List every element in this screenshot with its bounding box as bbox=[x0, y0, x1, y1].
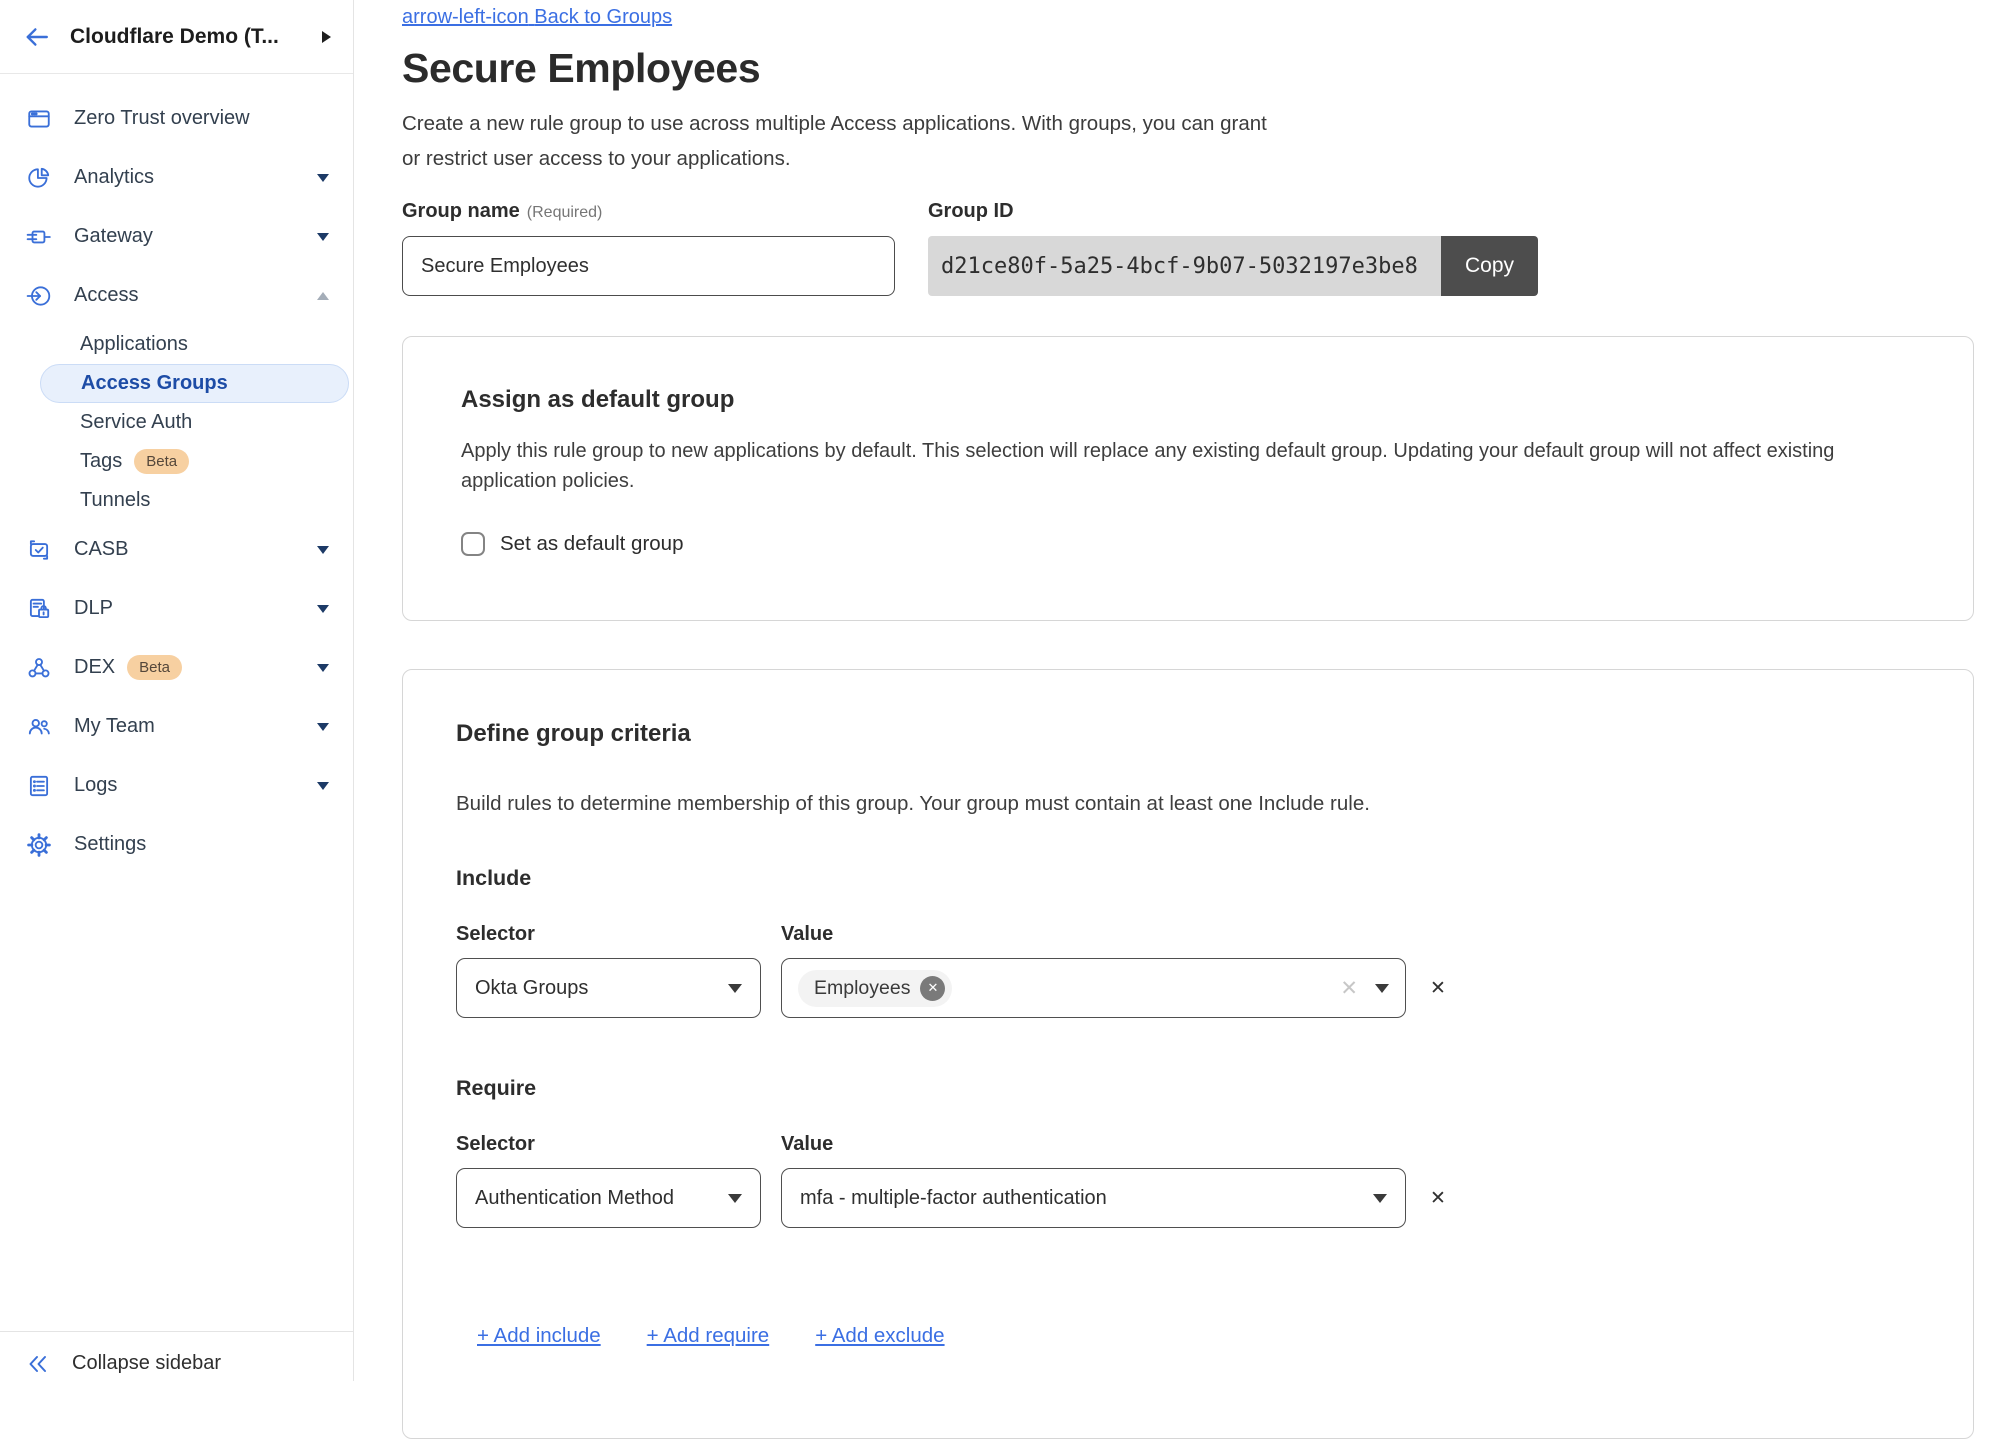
sidebar-item-label: Logs bbox=[74, 774, 118, 796]
dlp-icon bbox=[26, 596, 52, 622]
require-selector-label: Selector bbox=[456, 1133, 535, 1155]
chevron-down-icon bbox=[728, 984, 742, 993]
require-selector-value: Authentication Method bbox=[475, 1186, 675, 1209]
remove-require-rule-button[interactable]: ✕ bbox=[1430, 1187, 1446, 1209]
add-exclude-link[interactable]: + Add exclude bbox=[815, 1324, 945, 1347]
clear-x-icon[interactable]: ✕ bbox=[1340, 976, 1358, 1000]
sidebar bbox=[0, 0, 354, 1381]
sidebar-item-casb[interactable] bbox=[0, 520, 353, 579]
include-value-multiselect[interactable] bbox=[781, 958, 1406, 1018]
chevron-down-icon bbox=[317, 605, 329, 613]
gateway-icon bbox=[26, 224, 52, 250]
main-content bbox=[355, 0, 1999, 1381]
sidebar-item-settings[interactable] bbox=[0, 815, 353, 874]
sidebar-item-label: Analytics bbox=[74, 166, 155, 188]
group-id-value: d21ce80f-5a25-4bcf-9b07-5032197e3be8 bbox=[928, 236, 1441, 296]
require-rule-row bbox=[456, 1168, 1973, 1228]
sidebar-item-label: Access bbox=[74, 284, 139, 306]
sidebar-item-label: DEX bbox=[74, 656, 116, 678]
chevron-down-icon bbox=[317, 546, 329, 554]
chevron-down-icon bbox=[317, 723, 329, 731]
beta-badge: Beta bbox=[134, 449, 189, 474]
casb-icon bbox=[26, 537, 52, 563]
require-value-text: mfa - multiple-factor authentication bbox=[800, 1186, 1107, 1209]
sidebar-subitem-label: Tags bbox=[80, 450, 123, 472]
sidebar-item-label: Zero Trust overview bbox=[74, 107, 250, 129]
include-heading: Include bbox=[456, 866, 532, 890]
remove-include-rule-button[interactable]: ✕ bbox=[1430, 977, 1446, 999]
include-value-label: Value bbox=[781, 923, 834, 945]
default-group-card bbox=[402, 336, 1974, 621]
chevron-down-icon bbox=[317, 174, 329, 182]
criteria-card-title: Define group criteria bbox=[456, 720, 691, 747]
sidebar-item-label: Gateway bbox=[74, 225, 153, 247]
set-default-group-checkbox[interactable] bbox=[461, 532, 485, 556]
sidebar-subitem-tunnels[interactable] bbox=[0, 481, 353, 520]
include-labels-row bbox=[456, 923, 1973, 946]
sidebar-item-dex[interactable] bbox=[0, 638, 353, 697]
sidebar-item-analytics[interactable] bbox=[0, 148, 353, 207]
sidebar-item-label: DLP bbox=[74, 597, 113, 619]
team-icon bbox=[26, 714, 52, 740]
group-form-row bbox=[402, 200, 1975, 296]
copy-button[interactable]: Copy bbox=[1441, 236, 1538, 296]
pie-chart-icon bbox=[26, 165, 52, 191]
sidebar-subitem-service-auth[interactable] bbox=[0, 403, 353, 442]
include-selector-label: Selector bbox=[456, 923, 535, 945]
sidebar-subitem-access-groups[interactable] bbox=[40, 364, 349, 403]
arrow-left-icon: arrow-left-icon bbox=[402, 6, 529, 28]
value-chip bbox=[798, 970, 952, 1007]
sidebar-subitem-tags[interactable] bbox=[0, 442, 353, 481]
dex-icon bbox=[26, 655, 52, 681]
page-title: Secure Employees bbox=[402, 45, 761, 91]
group-name-field bbox=[402, 200, 895, 296]
chevron-up-icon bbox=[317, 292, 329, 300]
chevron-down-icon bbox=[317, 782, 329, 790]
add-require-link[interactable]: + Add require bbox=[646, 1324, 770, 1347]
account-title: Cloudflare Demo (T... bbox=[70, 24, 279, 48]
require-value-label: Value bbox=[781, 1133, 834, 1155]
require-block bbox=[456, 1076, 1973, 1228]
sidebar-header bbox=[0, 0, 353, 74]
sidebar-subitem-label: Applications bbox=[80, 333, 188, 355]
value-chip-label: Employees bbox=[814, 976, 911, 999]
default-group-description-line: application policies. bbox=[461, 470, 635, 492]
chevron-down-icon bbox=[1373, 1194, 1387, 1203]
require-labels-row bbox=[456, 1133, 1973, 1156]
chevron-down-icon bbox=[317, 664, 329, 672]
group-name-label: Group name bbox=[402, 200, 520, 222]
require-value-dropdown[interactable] bbox=[781, 1168, 1406, 1228]
beta-badge: Beta bbox=[127, 655, 182, 680]
group-id-label: Group ID bbox=[928, 200, 1014, 222]
logs-icon bbox=[26, 773, 52, 799]
include-selector-dropdown[interactable] bbox=[456, 958, 761, 1018]
default-group-card-title: Assign as default group bbox=[461, 386, 735, 413]
arrow-left-icon[interactable] bbox=[24, 24, 50, 50]
required-hint: (Required) bbox=[526, 204, 603, 221]
default-group-card-description bbox=[461, 436, 1915, 496]
sidebar-item-access[interactable] bbox=[0, 266, 353, 325]
sidebar-item-zero-trust-overview[interactable] bbox=[0, 89, 353, 148]
page-description bbox=[402, 106, 1975, 176]
include-rule-row bbox=[456, 958, 1973, 1018]
access-icon bbox=[26, 283, 52, 309]
sidebar-subitem-label: Service Auth bbox=[80, 411, 193, 433]
sidebar-item-label: My Team bbox=[74, 715, 155, 737]
collapse-sidebar-label: Collapse sidebar bbox=[72, 1352, 221, 1374]
require-selector-dropdown[interactable] bbox=[456, 1168, 761, 1228]
add-include-link[interactable]: + Add include bbox=[477, 1324, 601, 1347]
sidebar-item-my-team[interactable] bbox=[0, 697, 353, 756]
collapse-sidebar-button[interactable] bbox=[0, 1331, 353, 1381]
sidebar-subitem-label: Access Groups bbox=[81, 372, 228, 394]
sidebar-item-label: Settings bbox=[74, 833, 147, 855]
default-group-description-line: Apply this rule group to new applications by default. This selection will replace any existing default group. Updating your default group will not affect existing bbox=[461, 440, 1835, 462]
back-to-groups-link[interactable] bbox=[402, 6, 672, 29]
chevron-down-icon bbox=[728, 1194, 742, 1203]
sidebar-item-label: CASB bbox=[74, 538, 129, 560]
group-id-field bbox=[928, 200, 1538, 296]
window-icon bbox=[26, 106, 52, 132]
sidebar-nav bbox=[0, 74, 353, 874]
group-name-input[interactable] bbox=[402, 236, 895, 296]
chevron-down-icon bbox=[317, 233, 329, 241]
set-default-group-label: Set as default group bbox=[500, 532, 684, 555]
chevron-right-icon[interactable] bbox=[322, 31, 331, 43]
page-description-line: or restrict user access to your applications. bbox=[402, 147, 791, 170]
criteria-card-description: Build rules to determine membership of this group. Your group must contain at least one Include rule. bbox=[456, 792, 1370, 815]
sidebar-item-logs[interactable] bbox=[0, 756, 353, 815]
sidebar-subitem-applications[interactable] bbox=[0, 325, 353, 364]
criteria-card bbox=[402, 669, 1974, 1439]
set-default-group-row bbox=[461, 532, 1915, 556]
include-selector-value: Okta Groups bbox=[475, 976, 589, 999]
rule-actions-row bbox=[477, 1324, 1973, 1348]
sidebar-item-gateway[interactable] bbox=[0, 207, 353, 266]
chevron-down-icon bbox=[1375, 984, 1389, 993]
sidebar-item-dlp[interactable] bbox=[0, 579, 353, 638]
circle-x-icon[interactable]: ✕ bbox=[920, 976, 945, 1001]
back-link-text: Back to Groups bbox=[534, 6, 673, 28]
sidebar-subitem-label: Tunnels bbox=[80, 489, 151, 511]
double-chevron-left-icon bbox=[26, 1352, 50, 1376]
require-heading: Require bbox=[456, 1076, 537, 1100]
page-description-line: Create a new rule group to use across multiple Access applications. With groups, you can grant bbox=[402, 112, 1267, 135]
gear-icon bbox=[26, 832, 52, 858]
